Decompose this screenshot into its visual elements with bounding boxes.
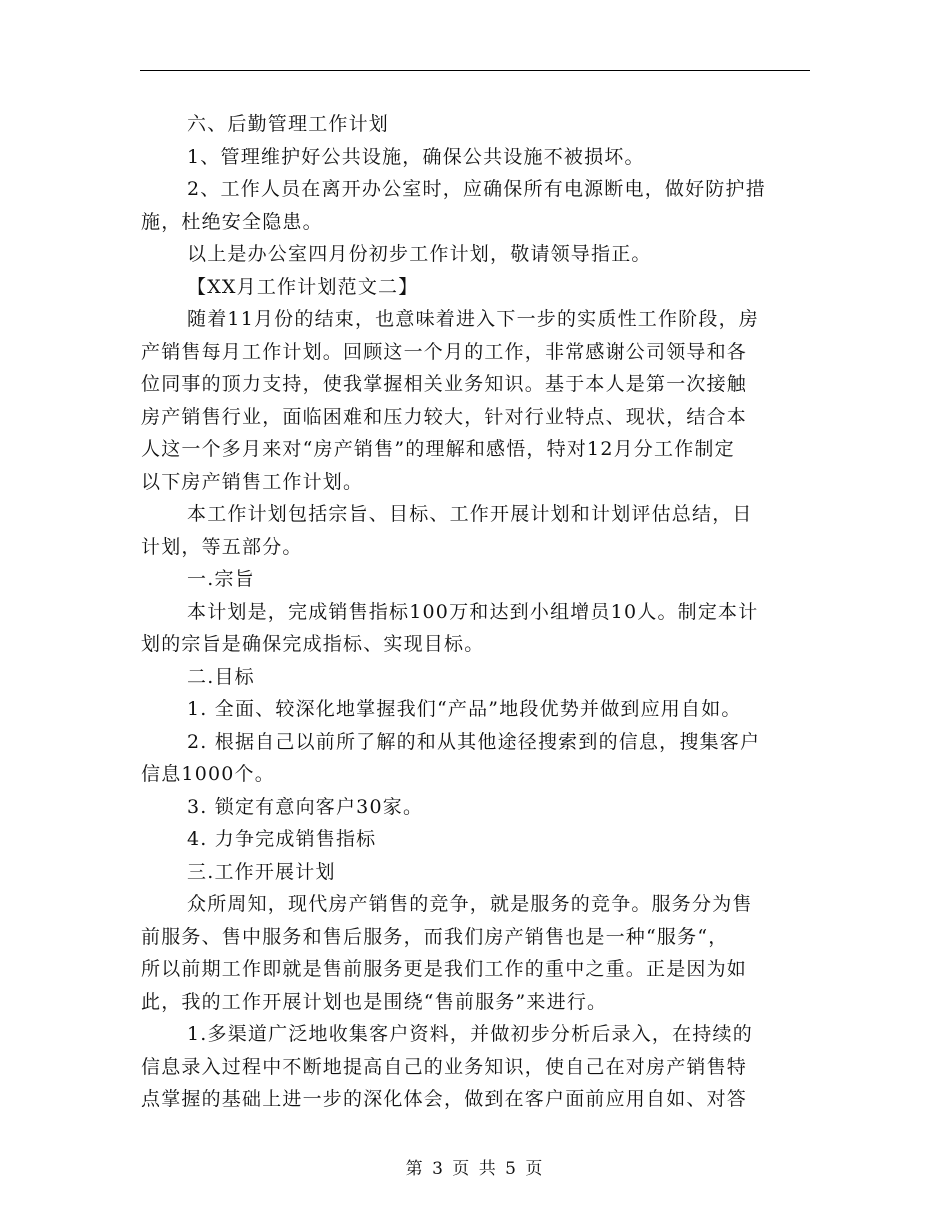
text-line: 房产销售行业，面临困难和压力较大，针对行业特点、现状，结合本 bbox=[141, 405, 748, 428]
text-line: 本计划是，完成销售指标100万和达到小组增员10人。制定本计 bbox=[187, 600, 759, 623]
text-line: 划的宗旨是确保完成指标、实现目标。 bbox=[141, 633, 485, 655]
text-line: 此，我的工作开展计划也是围绕“售前服务”来进行。 bbox=[141, 990, 608, 1013]
document-body bbox=[141, 108, 809, 1116]
text-line: 1、管理维护好公共设施，确保公共设施不被损坏。 bbox=[187, 145, 645, 168]
text-line: 众所周知，现代房产销售的竞争，就是服务的竞争。服务分为售 bbox=[187, 893, 753, 915]
text-line: 4. 力争完成销售指标 bbox=[187, 828, 377, 850]
text-line: 以下房产销售工作计划。 bbox=[141, 470, 364, 493]
text-line: 【XX月工作计划范文二】 bbox=[187, 275, 419, 298]
page-footer: 第 3 页 共 5 页 bbox=[405, 1159, 545, 1179]
text-line: 随着11月份的结束，也意味着进入下一步的实质性工作阶段，房 bbox=[187, 308, 759, 330]
text-line: 2. 根据自己以前所了解的和从其他途径搜索到的信息，搜集客户 bbox=[187, 730, 761, 753]
text-line: 1.多渠道广泛地收集客户资料，并做初步分析后录入，在持续的 bbox=[187, 1023, 753, 1045]
text-line: 1. 全面、较深化地掌握我们“产品”地段优势并做到应用自如。 bbox=[187, 698, 742, 720]
text-line: 以上是办公室四月份初步工作计划，敬请领导指正。 bbox=[187, 243, 652, 265]
text-line: 二.目标 bbox=[187, 665, 255, 688]
text-line: 三.工作开展计划 bbox=[187, 860, 336, 883]
text-line: 位同事的顶力支持，使我掌握相关业务知识。基于本人是第一次接触 bbox=[141, 373, 748, 395]
text-line: 3. 锁定有意向客户30家。 bbox=[187, 795, 424, 818]
text-line: 一.宗旨 bbox=[187, 568, 255, 590]
text-line: 人这一个多月来对“房产销售”的理解和感悟，特对12月分工作制定 bbox=[141, 438, 735, 460]
header-rule bbox=[140, 70, 810, 71]
text-line: 前服务、售中服务和售后服务，而我们房产销售也是一种“服务“， bbox=[141, 925, 729, 948]
text-line: 所以前期工作即就是售前服务更是我们工作的重中之重。正是因为如 bbox=[141, 958, 748, 980]
text-line: 信息录入过程中不断地提高自己的业务知识，使自己在对房产销售特 bbox=[141, 1055, 748, 1078]
text-line: 六、后勤管理工作计划 bbox=[187, 113, 390, 135]
text-line: 施，杜绝安全隐患。 bbox=[141, 210, 323, 233]
text-line: 本工作计划包括宗旨、目标、工作开展计划和计划评估总结，日 bbox=[187, 503, 753, 525]
text-line: 产销售每月工作计划。回顾这一个月的工作，非常感谢公司领导和各 bbox=[141, 340, 748, 363]
text-line: 点掌握的基础上进一步的深化体会，做到在客户面前应用自如、对答 bbox=[141, 1088, 748, 1110]
text-line: 信息1000个。 bbox=[141, 763, 275, 785]
text-line: 计划，等五部分。 bbox=[141, 535, 303, 558]
text-line: 2、工作人员在离开办公室时，应确保所有电源断电，做好防护措 bbox=[187, 178, 766, 200]
